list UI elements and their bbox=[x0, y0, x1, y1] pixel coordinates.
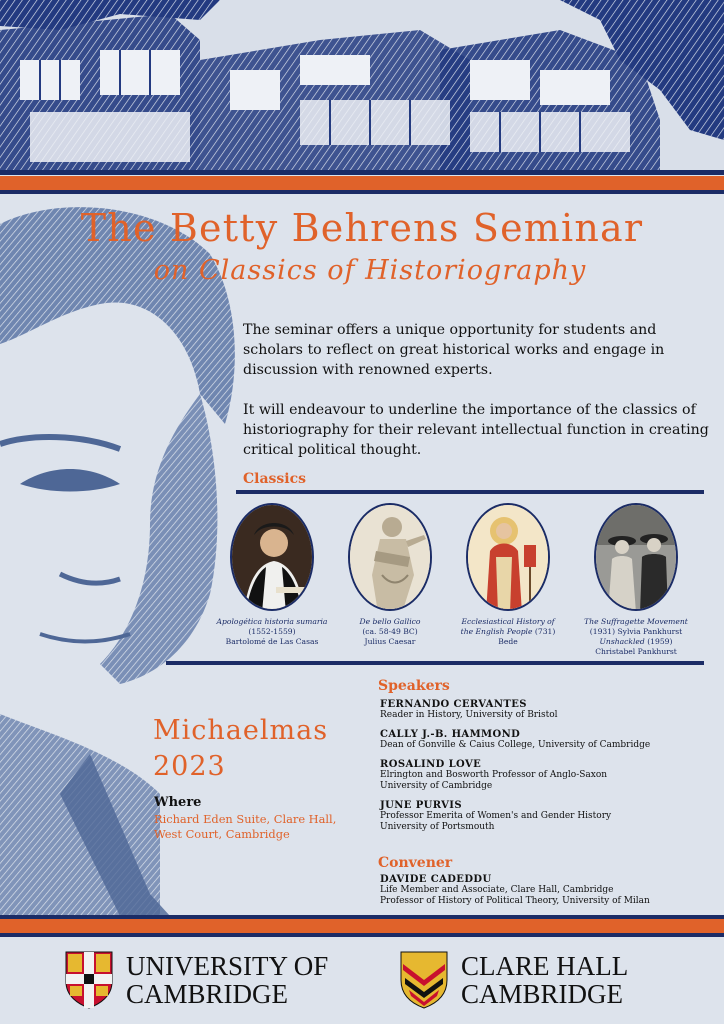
page-subtitle: on Classics of Historiography bbox=[153, 255, 587, 286]
convener-entry bbox=[380, 874, 710, 907]
classic-date: (731) bbox=[534, 627, 556, 636]
speaker-entry bbox=[380, 729, 710, 751]
speaker-name: JUNE PURVIS bbox=[380, 800, 462, 811]
portrait-las-casas bbox=[230, 503, 314, 611]
speaker-affiliation: University of Cambridge bbox=[380, 781, 493, 791]
classic-author: Julius Caesar bbox=[364, 637, 416, 646]
page-title: The Betty Behrens Seminar bbox=[80, 206, 644, 250]
portrait-bede bbox=[466, 503, 550, 611]
classic-author: Bartolomé de Las Casas bbox=[225, 637, 319, 646]
section-rule bbox=[236, 490, 704, 494]
speaker-entry bbox=[380, 759, 710, 792]
speaker-affiliation: University of Portsmouth bbox=[380, 822, 495, 832]
divider-navy bbox=[0, 933, 724, 937]
venue bbox=[154, 812, 336, 842]
speaker-role: Reader in History, University of Bristol bbox=[380, 710, 558, 720]
logo-line: CAMBRIDGE bbox=[461, 979, 624, 1009]
speaker-entry bbox=[380, 800, 710, 833]
university-of-cambridge-logo bbox=[64, 950, 364, 1010]
convener-role: Professor of History of Political Theory, University of Milan bbox=[380, 896, 650, 906]
classic-work-title: Unshackled bbox=[599, 637, 645, 646]
portrait-caesar bbox=[348, 503, 432, 611]
divider-orange bbox=[0, 176, 724, 190]
convener-role: Life Member and Associate, Clare Hall, Cambridge bbox=[380, 885, 614, 895]
speaker-name: ROSALIND LOVE bbox=[380, 759, 482, 770]
section-rule bbox=[166, 661, 704, 665]
logo-line: CLARE HALL bbox=[461, 951, 629, 981]
intro-text bbox=[243, 320, 713, 460]
clare-hall-logo bbox=[399, 950, 699, 1010]
classic-caesar bbox=[330, 503, 450, 647]
term-year: 2023 bbox=[153, 751, 226, 782]
classic-date: (1552-1559) bbox=[248, 627, 296, 636]
speaker-name: FERNANDO CERVANTES bbox=[380, 699, 527, 710]
speaker-role: Elrington and Bosworth Professor of Anglo-Saxon bbox=[380, 770, 608, 780]
classic-date: (1959) bbox=[647, 637, 673, 646]
intro-paragraph: It will endeavour to underline the importance of the classics of historiography for their relevant intellectual function in creating critical political thought. bbox=[243, 402, 709, 458]
logo-line: UNIVERSITY OF bbox=[126, 951, 329, 981]
classic-work-title: De bello Gallico bbox=[359, 617, 421, 626]
venue-line: Richard Eden Suite, Clare Hall, bbox=[154, 812, 337, 826]
term-name: Michaelmas bbox=[153, 715, 329, 746]
cambridge-shield-icon bbox=[64, 950, 114, 1010]
header-building-illustration bbox=[0, 0, 724, 170]
classic-work-title: Ecclesiastical History of bbox=[461, 617, 555, 626]
speakers-heading: Speakers bbox=[378, 678, 450, 694]
classic-work-title: the English People bbox=[460, 627, 533, 636]
divider-navy bbox=[0, 170, 724, 175]
logo-line: CAMBRIDGE bbox=[126, 979, 289, 1009]
classic-work-title: The Suffragette Movement bbox=[584, 617, 688, 626]
classic-work-title: Apologética historia sumaria bbox=[216, 617, 328, 626]
speaker-entry bbox=[380, 699, 710, 721]
clare-hall-shield-icon bbox=[399, 950, 449, 1010]
convener-name: DAVIDE CADEDDU bbox=[380, 874, 492, 885]
classics-heading: Classics bbox=[243, 471, 307, 487]
classic-pankhurst bbox=[576, 503, 696, 657]
classic-bede bbox=[448, 503, 568, 647]
portrait-pankhursts bbox=[594, 503, 678, 611]
classic-author: Bede bbox=[498, 637, 518, 646]
speaker-role: Professor Emerita of Women's and Gender History bbox=[380, 811, 612, 821]
intro-paragraph: The seminar offers a unique opportunity for students and scholars to reflect on great historical works and engage in discussion with renowned experts. bbox=[243, 322, 665, 378]
venue-line: West Court, Cambridge bbox=[154, 827, 290, 841]
where-heading: Where bbox=[154, 795, 202, 810]
classic-date: (1931) Sylvia Pankhurst bbox=[589, 627, 683, 636]
speaker-name: CALLY J.-B. HAMMOND bbox=[380, 729, 521, 740]
classic-las-casas bbox=[212, 503, 332, 647]
speaker-role: Dean of Gonville & Caius College, University of Cambridge bbox=[380, 740, 651, 750]
convener-heading: Convener bbox=[378, 855, 453, 871]
classic-date: (ca. 58-49 BC) bbox=[362, 627, 418, 636]
classics-gallery bbox=[210, 503, 710, 658]
speakers-list bbox=[380, 699, 710, 841]
term-date bbox=[153, 713, 328, 785]
classic-author: Christabel Pankhurst bbox=[595, 647, 677, 656]
divider-orange bbox=[0, 919, 724, 933]
